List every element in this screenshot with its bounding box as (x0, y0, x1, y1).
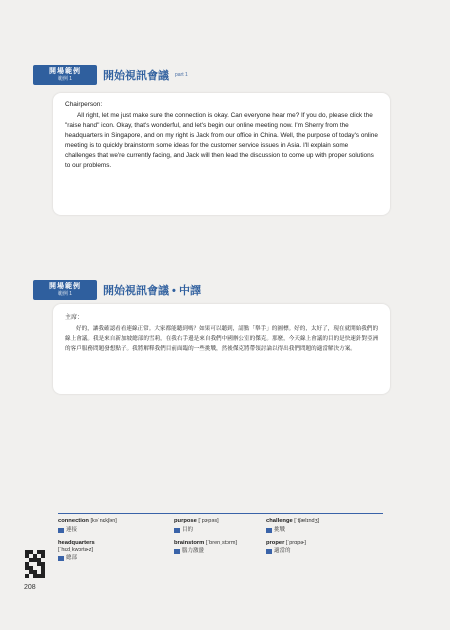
section-tag-top: 開場範例 (49, 68, 81, 75)
vocab-item (58, 540, 174, 563)
vocab-item (174, 540, 266, 563)
vocab-word: brainstorm (174, 539, 205, 546)
vocab-word: proper (266, 539, 285, 546)
english-dialogue-box (53, 93, 390, 215)
vocab-meaning: 挑戰 (274, 526, 286, 533)
section-tag (33, 280, 97, 300)
dialogue-text: All right, let me just make sure the connection is okay. Can everyone hear me? If you do, please click the "raise hand" icon. Okay, that's wonderful, and let's begin our online meeting now. I'm Sherry from the headquarters in Singapore, and on my right is Jack from our office in China. Well, the purpose of today's online meeting is to quickly brainstorm some ideas for the customer service issues in Asia. I'll explain some challenges that we're currently facing, and Jack will then lead the discussion to come up with proper solutions to our problems. (65, 112, 378, 169)
section-title: 開始視訊會議 (103, 70, 169, 82)
vocab-pronunciation: [ˈhɛdˌkwɔrtɚz] (58, 547, 94, 554)
vocab-meaning: 連接 (66, 526, 78, 533)
part-of-speech-icon (58, 556, 64, 561)
section-tag-top: 開場範例 (49, 283, 81, 290)
vocab-pronunciation: [ˈpɝpəs] (198, 518, 219, 524)
part-of-speech-icon (58, 528, 64, 533)
vocab-pronunciation: [ˈtʃælɪndʒ] (294, 518, 320, 524)
vocab-item (266, 540, 383, 563)
vocab-pronunciation: [ˈprɑpɚ] (285, 539, 306, 546)
vocab-word: purpose (174, 518, 197, 524)
vocab-item (58, 518, 174, 534)
vocabulary-section (58, 513, 383, 562)
section-tag-bottom: 範例 1 (57, 291, 73, 297)
vocab-meaning: 腦力激盪 (182, 548, 205, 555)
chinese-translation-box (53, 304, 390, 394)
vocab-meaning: 總部 (66, 555, 78, 562)
vocab-meaning: 適當的 (274, 548, 291, 555)
translation-text: 好的，讓我確認看看連線正常。大家都能聽到嗎？如果可以聽到，請點「舉手」的圖標。好的，太好了，現在就開始我們的線上會議。我是來自新加坡總部的雪莉，在我右手邊是來自我們中國辦公室的傑克。那麼，今天線上會議的目的是快速針對亞洲的客戶服務問題發想點子。我將解釋我們目前面臨的一些挑戰，然後傑克將帶領討論以得出我們問題的適當解決方案。 (65, 326, 379, 352)
vocab-word: connection (58, 518, 89, 524)
section-tag-bottom: 範例 1 (57, 76, 73, 82)
qr-code-icon[interactable] (25, 550, 45, 578)
vocab-item (174, 518, 266, 534)
vocab-meaning: 目的 (182, 526, 194, 533)
section-subtitle: part 1 (175, 72, 188, 78)
section-tag (33, 65, 97, 85)
part-of-speech-icon (266, 549, 272, 554)
vocab-item (266, 518, 383, 534)
vocab-word: headquarters (58, 539, 95, 546)
vocab-word: challenge (266, 518, 293, 524)
section-header-english (33, 64, 188, 86)
page-number: 208 (24, 584, 36, 591)
section-header-chinese (33, 279, 201, 301)
speaker-label: Chairperson: (65, 101, 103, 108)
part-of-speech-icon (174, 549, 180, 554)
vocab-pronunciation: [ˈbrenˌstɔrm] (205, 539, 237, 546)
speaker-label: 主席： (65, 315, 84, 321)
part-of-speech-icon (266, 528, 272, 533)
part-of-speech-icon (174, 528, 180, 533)
section-title: 開始視訊會議 • 中譯 (103, 285, 201, 297)
vocab-pronunciation: [kəˈnɛkʃən] (90, 518, 117, 524)
